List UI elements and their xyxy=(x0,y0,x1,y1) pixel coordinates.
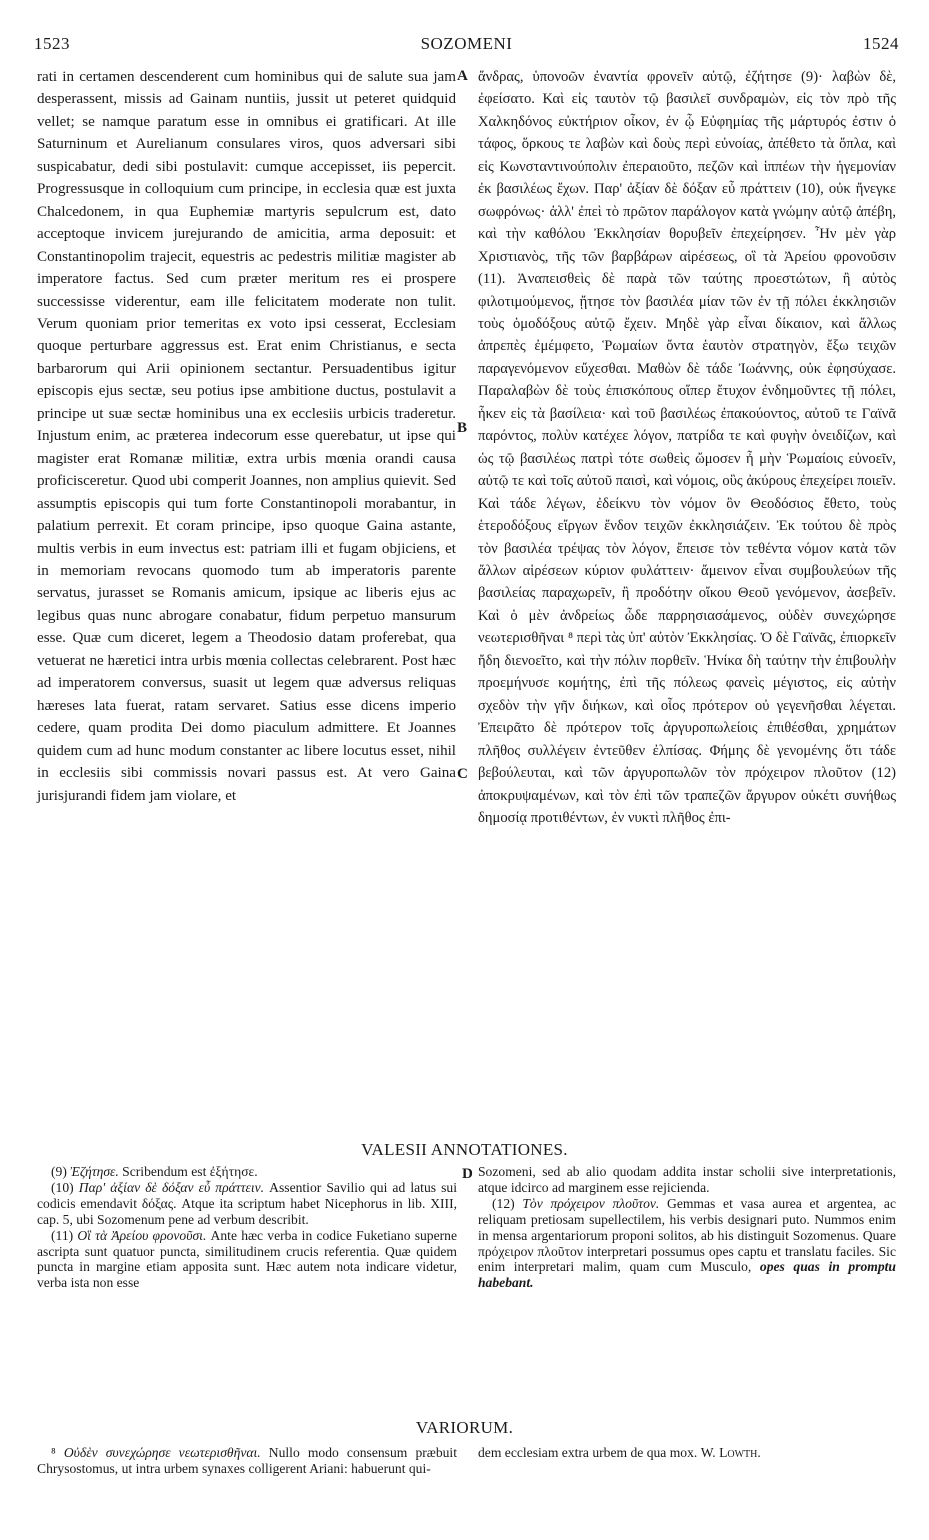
annotation-entry xyxy=(37,1228,457,1292)
annotation-entry xyxy=(37,1164,457,1180)
running-title: SOZOMENI xyxy=(420,34,513,53)
variorum-lemma: Οὐδὲν συνεχώρησε νεωτερισθῆναι. xyxy=(63,1445,261,1460)
margin-marker-d: D xyxy=(462,1166,473,1182)
latin-text: rati in certamen descenderent cum hominibus qui de salute sua jam desperassent, missis ad Gainam nuntiis, jussit ut peteret quidquid vellet; se namque paratum esse in omnibus ei gratificari. At ille Saturninum et Aurelianum consulares viros, quos adversari sibi suspicabatur, dedi sibi postulavit: cumque accepisset, iis pepercit. Progressusque in colloquium cum principe, in ecclesia quæ est juxta Chalcedonem, in qua Euphemiæ martyris sepulcrum est, dato acceptoque invicem jurejurando de amicitia, arma deposuit: et Constantinopolim trajecit, equestris ac pedestris militiæ magister ab imperatore factus. Sed cum præter meritum res ei prospere successisse viderentur, eam ille felicitatem moderate non tulit. Verum quoniam prior temeritas ex voto ipsi cesserat, Ecclesiam quoque perturbare aggressus est. Erat enim Christianus, e secta barbarorum qui Arii opinionem sectantur. Persuadentibus igitur episcopis ejus sectæ, seu potius ipse ambitione ductus, postulavit a principe ut suæ sectæ hominibus una ex ecclesiis urbicis traderetur. Injustum enim, ac præterea indecorum esse querebatur, ut ipse qui magister erat Romanæ militiæ, extra urbis mœnia orandi causa proficisceretur. Quod ubi comperit Joannes, non amplius quievit. Sed assumptis episcopis qui tum forte Constantinopoli morabantur, in palatium perrexit. Et coram principe, ipso quoque Gaina astante, multis verbis in eum invectus est: patriam illi et fugam objiciens, et in memoriam revocans quomodo tum ab imperatoris parente servatus, jurasset se Romanis amicum, ipsique ac liberis ejus ac legibus quas nunc abrogare conabatur, fidum perpetuo mansurum esse. Quæ cum diceret, legem a Theodosio datam proferebat, qua vetuerat ne hæretici intra urbis mœnia collectas celebrarent. Post hæc ad imperatorem conversus, suasit ut legem quæ adversus reliquas hæreses lata fuerat, ratam servaret. Satius esse dicens imperio cedere, quam prodita Dei domo piaculum admittere. Et Joannes quidem cum ad hunc modum constanter ac libere locutus esset, nihil in ecclesiis sibi commissis novari passus est. At vero Gaina jurisjurandi fidem jam violare, et xyxy=(37,69,456,804)
annotation-text: Gemmas et vasa aurea et argentea, ac reliquam pretiosam supellectilem, his verbis designari puto. Nummos enim in mensa argentariorum proponi solitos, ab his distinguit Sozomenus. Quare πρόχειρον πλοῦτον interpretari possumus opes captu et translatu faciles. Sic enim interpretari malim, quam cum Musculo, xyxy=(478,1195,896,1275)
running-header xyxy=(34,34,899,58)
margin-marker-a: A xyxy=(457,68,468,84)
annotations-left-column xyxy=(37,1164,457,1291)
variorum-number: ⁸ xyxy=(51,1445,56,1460)
annotation-continuation: Sozomeni, sed ab alio quodam addita instar scholii sive interpretationis, atque idcirco ad marginem esse rejicienda. xyxy=(478,1164,896,1195)
variorum-continuation-text: dem ecclesiam extra urbem de qua mox. xyxy=(478,1445,698,1460)
page-number-left: 1523 xyxy=(34,34,70,53)
annotation-entry xyxy=(478,1196,896,1291)
variorum-signature: W. Lowth. xyxy=(700,1445,761,1460)
variorum-title: VARIORUM. xyxy=(415,1418,514,1437)
variorum-text: Nullo modo consensum præbuit Chrysostomus, ut intra urbem synaxes colligerent Ariani: habuerunt qui- xyxy=(37,1445,457,1476)
annotation-text: Assentior Savilio qui ad latus sui codicis emendavit δόξας. Atque ita scriptum habet Nicephorus in lib. XIII, cap. 5, ubi Sozomenum pene ad verbum describit. xyxy=(37,1179,457,1227)
annotation-lemma: Οἳ τὰ Ἀρείου φρονοῦσι. xyxy=(77,1227,207,1243)
annotation-number: (11) xyxy=(51,1227,74,1243)
page-number-right: 1524 xyxy=(863,34,899,53)
greek-column xyxy=(478,66,896,829)
annotation-text: Scribendum est ἐξήτησε. xyxy=(118,1164,258,1179)
annotation-lemma: Παρ' ἀξίαν δὲ δόξαν εὖ πράττειν. xyxy=(78,1179,265,1195)
greek-text: ἄνδρας, ὑπονοῶν ἐναντία φρονεῖν αὐτῷ, ἐζήτησε (9)· λαβὼν δὲ, ἐφείσατο. Καὶ εἰς ταυτὸν τῷ βασιλεῖ συνδραμὼν, εἰς τὸν πρὸ τῆς Χαλκηδόνος εὐκτήριον οἶκον, ἐν ᾧ Εὐφημίας τῆς μάρτυρός ἐστιν ὁ τάφος, ὅρκους τε λαβὼν καὶ δοὺς περὶ εὐνοίας, ἀπέθετο τὰ ὅπλα, καὶ εἰς Κωνσταντινούπολιν ἐπεραιοῦτο, πεζῶν καὶ ἱππέων τὴν ἡγεμονίαν ἐκ βασιλέως ἔχων. Παρ' ἀξίαν δὲ δόξαν εὖ πράττειν (10), οὐκ ἤνεγκε σωφρόνως· ἀλλ' ἐπεὶ τὸ πρῶτον παράλογον κατὰ γνώμην αὐτῷ ἀπέβη, καὶ τὴν καθόλου Ἐκκλησίαν θορυβεῖν ἐπεχείρησεν. Ἦν μὲν γὰρ Χριστιανὸς, τῆς τῶν βαρβάρων αἱρέσεως, οἳ τὰ Ἀρείου φρονοῦσιν (11). Ἀναπεισθεὶς δὲ παρὰ τῶν ταύτης προεστώτων, ἢ αὐτὸς φιλοτιμούμενος, ᾔτησε τὸν βασιλέα μίαν τῶν ἐν τῇ πόλει ἐκκλησιῶν τοὺς ὁμοδόξους αὐτῷ ἔχειν. Μηδὲ γὰρ εἶναι δίκαιον, καὶ ἄλλως ἀπρεπὲς ἐμέμφετο, Ῥωμαίων ὄντα ἑαυτὸν στρατηγὸν, ἔξω τειχῶν παραγενόμενον εὔχεσθαι. Μαθὼν δὲ τάδε Ἰωάννης, οὐκ ἐφησύχασε. Παραλαβὼν δὲ τοὺς ἐπισκόπους οἵπερ ἔτυχον ἐνδημοῦντες τῇ πόλει, ἧκεν εἰς τὰ βασίλεια· καὶ τοῦ βασιλέως ἐπακούοντος, αὐτοῦ τε Γαϊνᾶ παρόντος, πολὺν κατέχεε λόγον, πατρίδα τε καὶ φυγὴν ὀνειδίζων, καὶ ὡς τῷ βασιλέως πατρὶ τότε σωθεὶς ὤμοσεν ἦ μὴν Ῥωμαίοις εὐνοεῖν, αὐτῷ τε καὶ τοῖς αὐτοῦ παισὶ, καὶ νόμοις, οὓς ἀκύρους ἐπεχείρει ποιεῖν. Καὶ τάδε λέγων, ἐδείκνυ τὸν νόμον ὃν Θεοδόσιος ἔθετο, τοὺς ἑτεροδόξους εἴργων ἔνδον τειχῶν ἐκκλησιάζειν. Ἐκ τούτου δὲ πρὸς τὸν βασιλέα τρέψας τὸν λόγον, ἔπεισε τὸν τεθέντα νόμον κατὰ τῶν ἄλλων αἱρέσεων κύριον φυλάττειν· ἄμεινον εἶναι συμβουλεύων τῆς βασιλείας παραχωρεῖν, ἢ προδότην οἴκου Θεοῦ γενόμενον, ἀσεβεῖν. Καὶ ὁ μὲν ἀνδρείως ὧδε παρρησιασάμενος, οὐδὲν συνεχώρησε νεωτερισθῆναι ⁸ περὶ τὰς ὑπ' αὐτὸν Ἐκκλησίας. Ὁ δὲ Γαϊνᾶς, ἐπιορκεῖν ἤδη διενοεῖτο, καὶ τὴν πόλιν πορθεῖν. Ἡνίκα δὴ ταύτην τὴν ἐπιβουλὴν προεμήνυσε κομήτης, ἐπὶ τῆς πόλεως φανεὶς μέγιστος, εἰς αὐτὴν σχεδὸν τὴν γῆν διήκων, καὶ οἷος πρότερον οὐ γεγενῆσθαι λέγεται. Ἐπειρᾶτο δὲ πρότερον τοῖς ἀργυροπωλείοις ἐπιθέσθαι, χρημάτων πλῆθος συλλέγειν ἐντεῦθεν ἐλπίσας. Φήμης δὲ γενομένης ὅτι τάδε βεβούλευται, καὶ τῶν ἀργυροπωλῶν τὸν πρόχειρον πλοῦτον (12) ἀποκρυψαμένων, καὶ τὸν ἐπὶ τῶν τραπεζῶν ἄργυρον οὐκέτι συνήθως δημοσίᾳ προτιθέντων, ἐν νυκτὶ πλῆθος ἐπι- xyxy=(478,69,896,826)
annotation-number: (12) xyxy=(492,1195,515,1211)
annotation-lemma: Ἐζήτησε. xyxy=(70,1164,119,1179)
annotation-number: (10) xyxy=(51,1179,74,1195)
annotation-lemma: Τὸν πρόχειρον πλοῦτον. xyxy=(522,1195,660,1211)
variorum-left-column xyxy=(37,1445,457,1477)
annotation-number: (9) xyxy=(51,1164,67,1179)
variorum-entry xyxy=(37,1445,457,1477)
annotation-entry xyxy=(37,1180,457,1228)
margin-marker-b: B xyxy=(457,420,468,436)
latin-column xyxy=(37,66,456,807)
variorum-continuation xyxy=(478,1445,896,1461)
variorum-right-column xyxy=(478,1445,896,1461)
margin-marker-c: C xyxy=(457,766,468,782)
annotation-text: Ante hæc verba in codice Fuketiano superne ascripta sunt quatuor puncta, similitudinem crucis referentia. Quæ quidem puncta in margine etiam apposita sunt. Hæc autem nota indicare videtur, verba ista non esse xyxy=(37,1227,457,1291)
annotations-title: VALESII ANNOTATIONES. xyxy=(361,1140,568,1159)
annotations-right-column xyxy=(478,1164,896,1291)
annotation-italic-tail: opes quas in promptu habebant. xyxy=(478,1259,896,1291)
